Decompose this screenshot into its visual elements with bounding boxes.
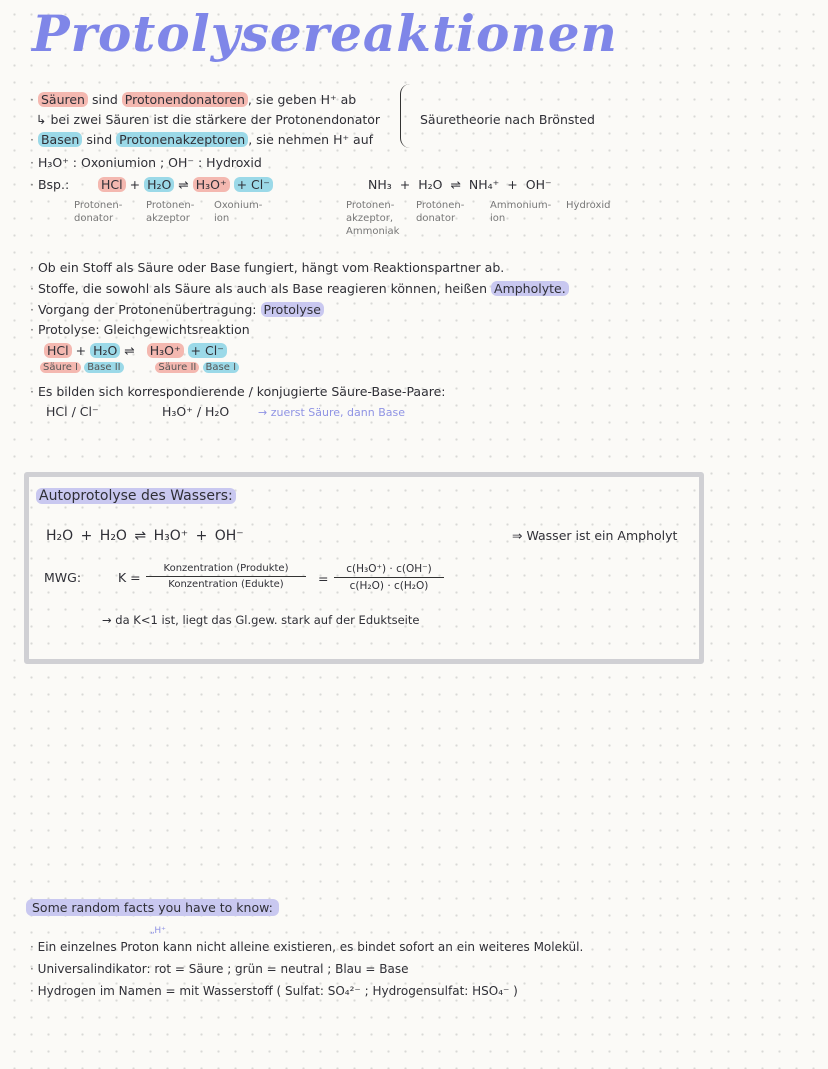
text: Vorgang der Protonenübertragung:: [37, 302, 257, 317]
bronsted-note: Säuretheorie nach Brönsted: [420, 112, 595, 127]
tag-acid-1: Säure I: [40, 362, 81, 373]
line-oxonium: · H₃O⁺ : Oxoniumion ; OH⁻ : Hydroxid: [30, 155, 262, 170]
text: sind: [91, 92, 118, 107]
text: Universalindikator: rot = Säure ; grün = neutral ; Blau = Base: [37, 962, 409, 976]
frac1-bottom: Konzentration (Edukte): [168, 579, 284, 590]
text: Ein einzelnes Proton kann nicht alleine existieren, es bindet sofort an ein weiteres Molekül.: [37, 940, 584, 954]
hl-proton-acceptors: Protonenakzeptoren: [116, 132, 248, 147]
text: Es bilden sich korrespondierende / konjugierte Säure-Base-Paare:: [37, 384, 446, 399]
eq1-label-c: Oxonium- ion: [214, 200, 263, 224]
text: Stoffe, die sowohl als Säure als auch als Base reagieren können, heißen: [37, 281, 488, 296]
tag-base-2: Base II: [84, 362, 123, 373]
eq1-label-b: Protonen- akzeptor: [146, 200, 195, 224]
text: +: [399, 177, 411, 192]
text: Bsp.:: [37, 177, 70, 192]
text: +: [75, 343, 87, 358]
page-title: Protolysereaktionen: [32, 4, 618, 63]
hl-ampholyte: Ampholyte.: [491, 281, 569, 296]
hl-proton-donors: Protonendonatoren: [122, 92, 248, 107]
k-label: K =: [118, 570, 141, 585]
box-conclusion: → da K<1 ist, liegt das Gl.gew. stark auf der Eduktseite: [102, 613, 420, 627]
eq3-h2o: H₂O: [90, 343, 120, 358]
box-heading: [36, 488, 236, 504]
box-equation: H₂O + H₂O ⇌ H₃O⁺ + OH⁻: [46, 528, 244, 544]
eq2-label-c: Ammonium- ion: [490, 200, 552, 224]
eq3-hcl: HCl: [44, 343, 72, 358]
hl-bases: Basen: [38, 132, 82, 147]
eq2-label-d: Hydroxid: [566, 200, 611, 211]
fraction-2: [334, 563, 444, 592]
text: Hydrogen im Namen = mit Wasserstoff ( Sulfat: SO₄²⁻ ; Hydrogensulfat: HSO₄⁻ ): [37, 984, 518, 998]
example-label: · Bsp.:: [30, 177, 70, 192]
line-acids: · Säuren sind Protonendonatoren , sie geben H⁺ ab: [30, 92, 357, 107]
mwg-label: MWG:: [44, 570, 82, 585]
h-plus-note: „H⁺: [150, 926, 166, 936]
frac1-top: Konzentration (Produkte): [146, 563, 306, 577]
eq2: [368, 177, 552, 192]
facts-heading: [26, 900, 279, 915]
fraction-1: [146, 563, 306, 590]
text: ⇌: [178, 177, 189, 192]
line-pairs: · Es bilden sich korrespondierende / konjugierte Säure-Base-Paare:: [30, 384, 446, 399]
pair-note: → zuerst Säure, dann Base: [258, 406, 405, 419]
line-bases: · Basen sind Protonenakzeptoren , sie nehmen H⁺ auf: [30, 132, 374, 147]
eq1-hcl: HCl: [98, 177, 126, 192]
hl-autoprotolysis: Autoprotolyse des Wassers:: [36, 488, 236, 504]
hl-protolysis: Protolyse: [261, 302, 324, 317]
eq3: [44, 343, 227, 358]
eq2-h2o: H₂O: [418, 177, 443, 192]
eq2-oh: OH⁻: [525, 177, 552, 192]
eq1-label-a: Protonen- donator: [74, 200, 123, 224]
eq3-h3o: H₃O⁺: [147, 343, 184, 358]
text: ⇌: [124, 343, 135, 358]
text: ⇌: [450, 177, 461, 192]
text: sind: [86, 132, 113, 147]
tag-acid-2: Säure II: [155, 362, 199, 373]
frac2-top: c(H₃O⁺) · c(OH⁻): [334, 563, 444, 578]
hl-acids: Säuren: [38, 92, 88, 107]
eq2-label-a: Protonen- akzeptor, Ammoniak: [346, 200, 400, 237]
eq3-tags: [40, 362, 239, 373]
text: Protolyse: Gleichgewichtsreaktion: [37, 322, 250, 337]
pair-h3o: H₃O⁺ / H₂O: [162, 404, 230, 419]
eq1-cl: + Cl⁻: [234, 177, 273, 192]
eq1: [98, 177, 273, 192]
line-equilibrium: · Protolyse: Gleichgewichtsreaktion: [30, 322, 250, 337]
text: +: [507, 177, 518, 192]
text: , sie geben H⁺ ab: [247, 92, 357, 107]
eq2-nh3: NH₃: [368, 177, 392, 192]
pair-hcl: HCl / Cl⁻: [46, 404, 99, 419]
fact-2: · Universalindikator: rot = Säure ; grün = neutral ; Blau = Base: [30, 962, 409, 976]
text: +: [129, 177, 141, 192]
eq1-h2o: H₂O: [144, 177, 174, 192]
brace: [400, 84, 415, 148]
tag-base-1: Base I: [203, 362, 239, 373]
text: H₃O⁺ : Oxoniumion ; OH⁻ : Hydroxid: [37, 155, 262, 170]
line-ampholyte: · Stoffe, die sowohl als Säure als auch als Base reagieren können, heißen Ampholyte.: [30, 281, 569, 296]
eq3-cl: + Cl⁻: [188, 343, 227, 358]
box-ampholyte-note: ⇒ Wasser ist ein Ampholyt: [512, 528, 678, 543]
fact-3: · Hydrogen im Namen = mit Wasserstoff ( Sulfat: SO₄²⁻ ; Hydrogensulfat: HSO₄⁻ ): [30, 984, 518, 998]
frac2-bottom: c(H₂O) · c(H₂O): [349, 580, 429, 592]
hl-facts: Some random facts you have to know:: [26, 899, 279, 916]
equals: =: [318, 571, 329, 586]
line-stronger-acid: ↳ bei zwei Säuren ist die stärkere der Protonendonator: [36, 112, 381, 127]
eq1-h3o: H₃O⁺: [193, 177, 230, 192]
line-protolysis: · Vorgang der Protonenübertragung: Protolyse: [30, 302, 324, 317]
eq2-nh4: NH₄⁺: [468, 177, 500, 192]
text: Ob ein Stoff als Säure oder Base fungiert, hängt vom Reaktionspartner ab.: [37, 260, 505, 275]
text: , sie nehmen H⁺ auf: [248, 132, 374, 147]
eq2-label-b: Protonen- donator: [416, 200, 465, 224]
line-function: · Ob ein Stoff als Säure oder Base fungiert, hängt vom Reaktionspartner ab.: [30, 260, 505, 275]
fact-1: · Ein einzelnes Proton kann nicht alleine existieren, es bindet sofort an ein weiteres Molekül.: [30, 940, 584, 954]
